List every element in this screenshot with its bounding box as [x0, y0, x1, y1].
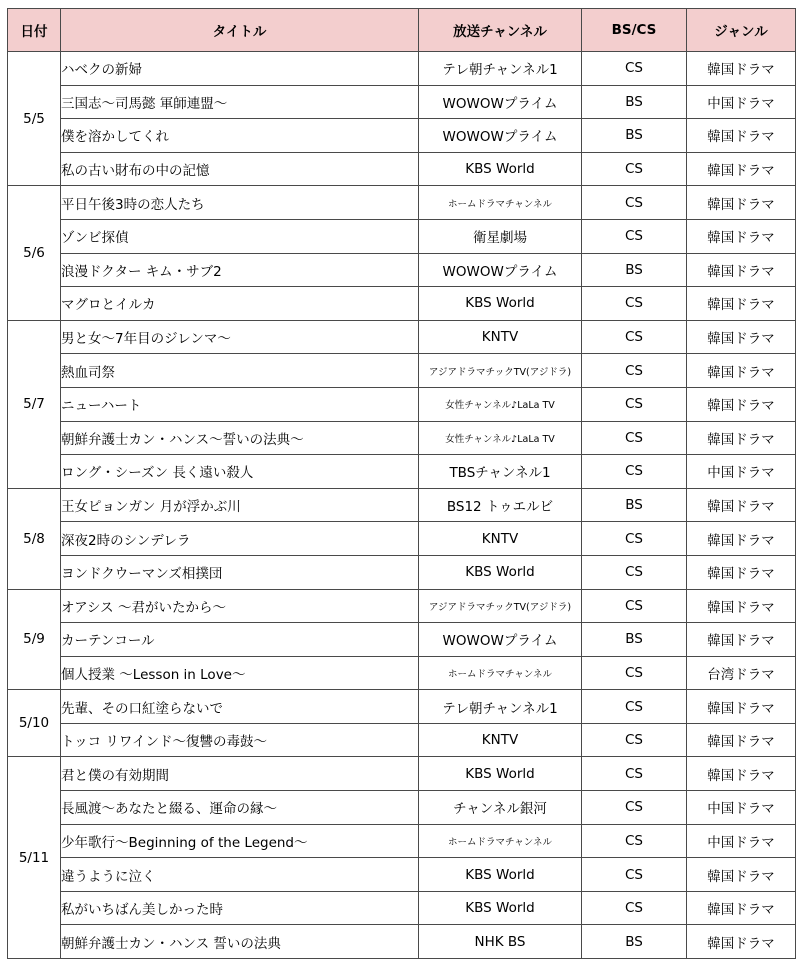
header-genre: ジャンル: [687, 9, 796, 52]
channel-cell: ホームドラマチャンネル: [419, 656, 582, 690]
table-row: [8, 858, 796, 892]
channel-cell: WOWOWプライム: [419, 85, 582, 119]
genre-cell: 韓国ドラマ: [687, 858, 796, 892]
title-cell: 違うように泣く: [61, 858, 419, 892]
title-cell: オアシス ～君がいたから～: [61, 589, 419, 623]
bs-cs-cell: CS: [582, 858, 687, 892]
channel-cell: WOWOWプライム: [419, 253, 582, 287]
title-cell: 王女ピョンガン 月が浮かぶ川: [61, 488, 419, 522]
channel-cell: KBS World: [419, 287, 582, 321]
table-row: [8, 253, 796, 287]
title-cell: カーテンコール: [61, 623, 419, 657]
channel-cell: アジアドラマチックTV(アジドラ): [419, 589, 582, 623]
table-row: [8, 690, 796, 724]
date-cell: 5/5: [8, 52, 61, 186]
title-cell: 浪漫ドクター キム・サブ2: [61, 253, 419, 287]
bs-cs-cell: CS: [582, 522, 687, 556]
table-row: [8, 219, 796, 253]
genre-cell: 韓国ドラマ: [687, 287, 796, 321]
table-row: [8, 522, 796, 556]
table-row: [8, 85, 796, 119]
genre-cell: 韓国ドラマ: [687, 52, 796, 86]
channel-cell: KNTV: [419, 320, 582, 354]
bs-cs-cell: CS: [582, 757, 687, 791]
title-cell: 僕を溶かしてくれ: [61, 119, 419, 153]
genre-cell: 韓国ドラマ: [687, 119, 796, 153]
bs-cs-cell: CS: [582, 387, 687, 421]
header-title: タイトル: [61, 9, 419, 52]
channel-cell: 衛星劇場: [419, 219, 582, 253]
bs-cs-cell: BS: [582, 488, 687, 522]
genre-cell: 韓国ドラマ: [687, 387, 796, 421]
date-cell: 5/9: [8, 589, 61, 690]
date-cell: 5/10: [8, 690, 61, 757]
table-row: [8, 455, 796, 489]
channel-cell: KBS World: [419, 891, 582, 925]
title-cell: ハベクの新婦: [61, 52, 419, 86]
channel-cell: WOWOWプライム: [419, 119, 582, 153]
channel-cell: テレ朝チャンネル1: [419, 52, 582, 86]
table-row: [8, 119, 796, 153]
title-cell: ヨンドクウーマンズ相撲団: [61, 555, 419, 589]
title-cell: 個人授業 ～Lesson in Love～: [61, 656, 419, 690]
channel-cell: ホームドラマチャンネル: [419, 186, 582, 220]
table-row: [8, 421, 796, 455]
channel-cell: TBSチャンネル1: [419, 455, 582, 489]
date-cell: 5/8: [8, 488, 61, 589]
table-row: [8, 623, 796, 657]
bs-cs-cell: CS: [582, 186, 687, 220]
channel-cell: KBS World: [419, 555, 582, 589]
header-row: [8, 9, 796, 52]
table-row: [8, 152, 796, 186]
genre-cell: 韓国ドラマ: [687, 589, 796, 623]
genre-cell: 中国ドラマ: [687, 791, 796, 825]
title-cell: 少年歌行～Beginning of the Legend～: [61, 824, 419, 858]
title-cell: 平日午後3時の恋人たち: [61, 186, 419, 220]
table-row: [8, 925, 796, 959]
header-channel: 放送チャンネル: [419, 9, 582, 52]
bs-cs-cell: BS: [582, 119, 687, 153]
title-cell: 男と女～7年目のジレンマ～: [61, 320, 419, 354]
bs-cs-cell: CS: [582, 219, 687, 253]
genre-cell: 韓国ドラマ: [687, 186, 796, 220]
bs-cs-cell: BS: [582, 925, 687, 959]
channel-cell: KBS World: [419, 152, 582, 186]
bs-cs-cell: CS: [582, 152, 687, 186]
genre-cell: 中国ドラマ: [687, 455, 796, 489]
table-row: [8, 320, 796, 354]
channel-cell: KNTV: [419, 723, 582, 757]
table-row: [8, 52, 796, 86]
bs-cs-cell: CS: [582, 354, 687, 388]
table-row: [8, 186, 796, 220]
channel-cell: チャンネル銀河: [419, 791, 582, 825]
table-row: [8, 891, 796, 925]
bs-cs-cell: BS: [582, 85, 687, 119]
table-row: [8, 791, 796, 825]
title-cell: 先輩、その口紅塗らないで: [61, 690, 419, 724]
table-row: [8, 555, 796, 589]
genre-cell: 韓国ドラマ: [687, 925, 796, 959]
title-cell: ゾンビ探偵: [61, 219, 419, 253]
header-bs-cs: BS/CS: [582, 9, 687, 52]
bs-cs-cell: CS: [582, 589, 687, 623]
bs-cs-cell: CS: [582, 656, 687, 690]
channel-cell: KBS World: [419, 858, 582, 892]
title-cell: 私がいちばん美しかった時: [61, 891, 419, 925]
table-row: [8, 757, 796, 791]
title-cell: トッコ リワインド～復讐の毒鼓～: [61, 723, 419, 757]
table-row: [8, 354, 796, 388]
date-cell: 5/6: [8, 186, 61, 320]
bs-cs-cell: CS: [582, 891, 687, 925]
channel-cell: KBS World: [419, 757, 582, 791]
bs-cs-cell: CS: [582, 791, 687, 825]
table-row: [8, 287, 796, 321]
genre-cell: 韓国ドラマ: [687, 690, 796, 724]
bs-cs-cell: BS: [582, 623, 687, 657]
genre-cell: 台湾ドラマ: [687, 656, 796, 690]
bs-cs-cell: CS: [582, 690, 687, 724]
broadcast-schedule-table: [7, 8, 796, 959]
bs-cs-cell: BS: [582, 253, 687, 287]
genre-cell: 韓国ドラマ: [687, 757, 796, 791]
table-row: [8, 589, 796, 623]
bs-cs-cell: CS: [582, 455, 687, 489]
bs-cs-cell: CS: [582, 555, 687, 589]
date-cell: 5/7: [8, 320, 61, 488]
channel-cell: ホームドラマチャンネル: [419, 824, 582, 858]
table-row: [8, 387, 796, 421]
title-cell: 朝鮮弁護士カン・ハンス 誓いの法典: [61, 925, 419, 959]
genre-cell: 韓国ドラマ: [687, 152, 796, 186]
genre-cell: 韓国ドラマ: [687, 522, 796, 556]
table-row: [8, 723, 796, 757]
genre-cell: 韓国ドラマ: [687, 354, 796, 388]
title-cell: 君と僕の有効期間: [61, 757, 419, 791]
channel-cell: BS12 トゥエルビ: [419, 488, 582, 522]
bs-cs-cell: CS: [582, 723, 687, 757]
table-row: [8, 488, 796, 522]
genre-cell: 韓国ドラマ: [687, 253, 796, 287]
title-cell: 深夜2時のシンデレラ: [61, 522, 419, 556]
genre-cell: 韓国ドラマ: [687, 488, 796, 522]
title-cell: 三国志～司馬懿 軍師連盟～: [61, 85, 419, 119]
bs-cs-cell: CS: [582, 421, 687, 455]
table-row: [8, 824, 796, 858]
table-row: [8, 656, 796, 690]
genre-cell: 韓国ドラマ: [687, 320, 796, 354]
channel-cell: 女性チャンネル♪LaLa TV: [419, 387, 582, 421]
header-date: 日付: [8, 9, 61, 52]
genre-cell: 中国ドラマ: [687, 824, 796, 858]
genre-cell: 韓国ドラマ: [687, 891, 796, 925]
genre-cell: 韓国ドラマ: [687, 623, 796, 657]
genre-cell: 韓国ドラマ: [687, 219, 796, 253]
genre-cell: 韓国ドラマ: [687, 723, 796, 757]
bs-cs-cell: CS: [582, 287, 687, 321]
title-cell: 長風渡～あなたと綴る、運命の縁～: [61, 791, 419, 825]
title-cell: マグロとイルカ: [61, 287, 419, 321]
channel-cell: KNTV: [419, 522, 582, 556]
date-cell: 5/11: [8, 757, 61, 959]
title-cell: 熱血司祭: [61, 354, 419, 388]
channel-cell: NHK BS: [419, 925, 582, 959]
bs-cs-cell: CS: [582, 52, 687, 86]
genre-cell: 韓国ドラマ: [687, 421, 796, 455]
bs-cs-cell: CS: [582, 320, 687, 354]
title-cell: ロング・シーズン 長く遠い殺人: [61, 455, 419, 489]
genre-cell: 中国ドラマ: [687, 85, 796, 119]
channel-cell: テレ朝チャンネル1: [419, 690, 582, 724]
genre-cell: 韓国ドラマ: [687, 555, 796, 589]
title-cell: 私の古い財布の中の記憶: [61, 152, 419, 186]
bs-cs-cell: CS: [582, 824, 687, 858]
schedule-body: [8, 52, 796, 959]
channel-cell: 女性チャンネル♪LaLa TV: [419, 421, 582, 455]
title-cell: ニューハート: [61, 387, 419, 421]
channel-cell: アジアドラマチックTV(アジドラ): [419, 354, 582, 388]
channel-cell: WOWOWプライム: [419, 623, 582, 657]
title-cell: 朝鮮弁護士カン・ハンス～誓いの法典～: [61, 421, 419, 455]
